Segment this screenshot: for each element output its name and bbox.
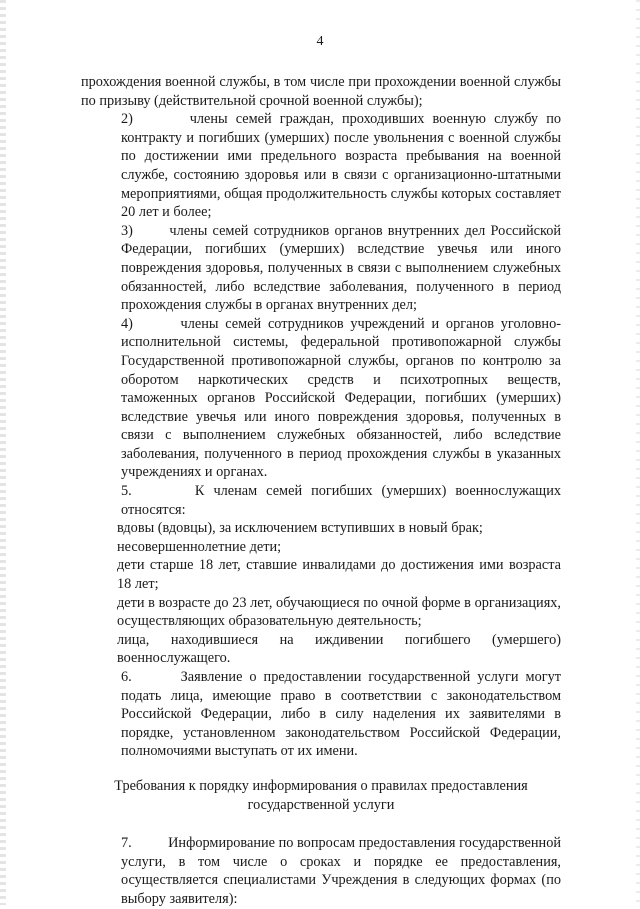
paragraph-item-3: 3) члены семей сотрудников органов внутренних дел Российской Федерации, погибших (умерших) вследствие увечья или иного повреждения здоровья, полученных в связи с выполнением служебных обязанностей, либо вследствие заболевания, полученного в период прохождения службы в органах внутренних дел;: [121, 222, 561, 314]
paragraph-dependents: лица, находившиеся на иждивении погибшего (умершего) военнослужащего.: [117, 631, 561, 667]
scan-edge-right: [636, 0, 640, 905]
paragraph-5: 5. К членам семей погибших (умерших) военнослужащих относятся:: [121, 483, 561, 518]
spacer: [81, 761, 561, 777]
paragraph-students: дети в возрасте до 23 лет, обучающиеся по очной форме в организациях, осуществляющих образовательную деятельность;: [117, 594, 561, 630]
paragraph-7: 7. Информирование по вопросам предоставления государственной услуги, в том числе о сроках и порядке ее предоставления, осуществляется специалистами Учреждения в следующих формах (по выбору заявителя):: [121, 835, 561, 907]
document-body: [81, 73, 561, 909]
paragraph-6: 6. Заявление о предоставлении государственной услуги могут подать лица, имеющие право в соответствии с законодательством Российской Федерации, либо в силу наделения их заявителями в порядке, установленном законодательством Российской Федерации, полномочиями выступать от их имени.: [121, 669, 561, 760]
paragraph-minors: несовершеннолетние дети;: [117, 538, 282, 555]
section-heading-line2: государственной услуги: [247, 796, 395, 813]
paragraph-continuation: прохождения военной службы, в том числе при прохождении военной службы по призыву (действительной срочной военной службы);: [81, 74, 561, 109]
scan-edge-left: [0, 0, 6, 905]
paragraph-widows: вдовы (вдовцы), за исключением вступивших в новый брак;: [117, 520, 483, 537]
page-number: 4: [316, 34, 324, 49]
section-heading-line1: Требования к порядку информирования о правилах предоставления: [114, 777, 528, 794]
paragraph-disabled-children: дети старше 18 лет, ставшие инвалидами до достижения ими возраста 18 лет;: [117, 557, 561, 593]
spacer: [81, 814, 561, 834]
paragraph-item-2: 2) члены семей граждан, проходивших военную службу по контракту и погибших (умерших) после увольнения с военной службы по достижении ими предельного возраста пребывания на военной службе, состоянию здоровья или в связи с организационно-штатными мероприятиями, общая продолжительность службы которых составляет 20 лет и более;: [121, 111, 561, 221]
paragraph-item-4: 4) члены семей сотрудников учреждений и органов уголовно-исполнительной системы, федеральной противопожарной службы Государственной противопожарной службы, органов по контролю за оборотом наркотических средств и психотропных веществ, таможенных органов Российской Федерации, погибших (умерших) вследствие увечья или иного повреждения здоровья, полученных в связи с выполнением служебных обязанностей, либо вследствие заболевания, полученного в период прохождения службы в указанных учреждениях и органах.: [121, 315, 561, 481]
